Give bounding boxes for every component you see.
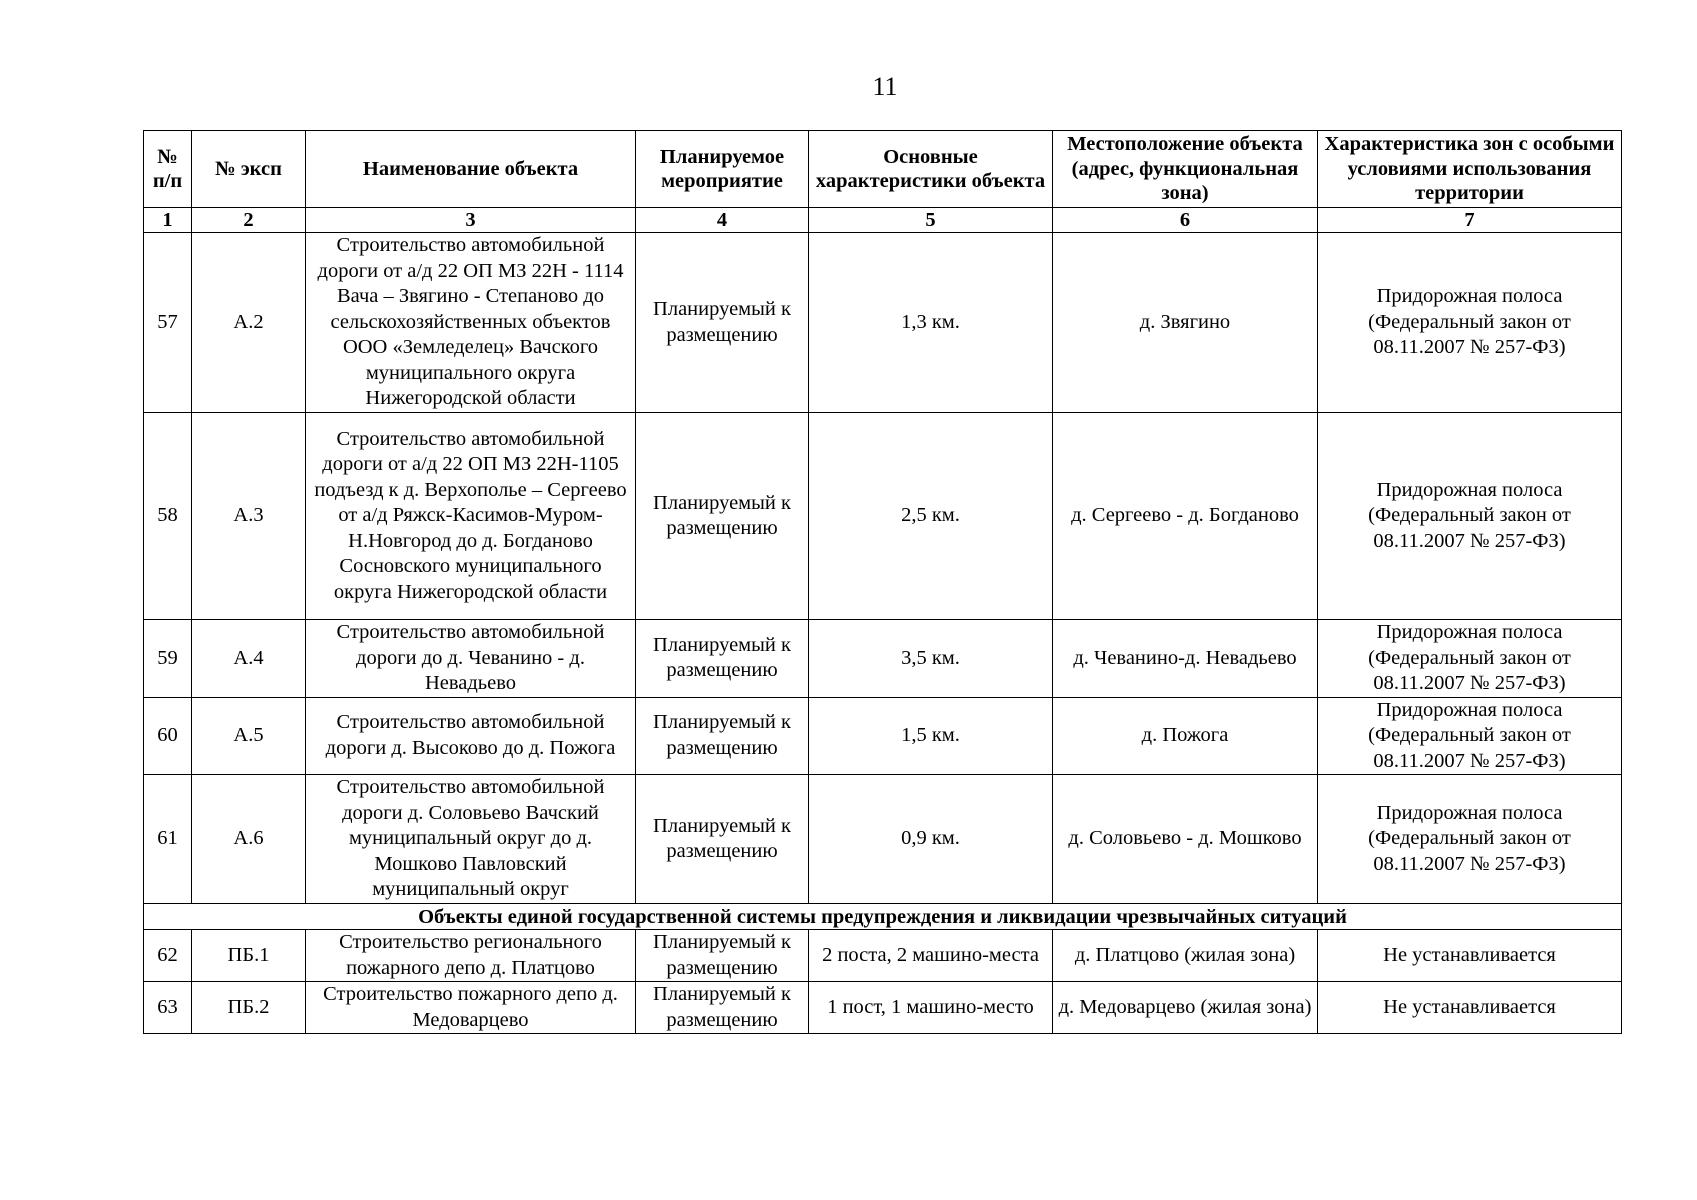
column-number: 1 — [144, 208, 192, 233]
row-number: 62 — [144, 930, 192, 982]
row-exp: А.4 — [192, 620, 306, 698]
header-cell-number: № п/п — [144, 131, 192, 208]
table-row — [144, 233, 1622, 413]
row-zones: Придорожная полоса (Федеральный закон от 08.11.2007 № 257-ФЗ) — [1318, 233, 1622, 413]
row-exp: ПБ.1 — [192, 930, 306, 982]
section-title: Объекты единой государственной системы предупреждения и ликвидации чрезвычайных ситуаций — [144, 904, 1622, 930]
row-zones: Придорожная полоса (Федеральный закон от 08.11.2007 № 257-ФЗ) — [1318, 775, 1622, 904]
row-measure: Планируемый к размещению — [636, 620, 809, 698]
row-number: 59 — [144, 620, 192, 698]
row-exp: А.6 — [192, 775, 306, 904]
row-measure: Планируемый к размещению — [636, 697, 809, 775]
row-characteristics: 2,5 км. — [809, 413, 1053, 620]
column-number: 6 — [1053, 208, 1318, 233]
header-cell-measure: Планируемое мероприятие — [636, 131, 809, 208]
table-row — [144, 413, 1622, 620]
row-measure: Планируемый к размещению — [636, 775, 809, 904]
row-name: Строительство регионального пожарного депо д. Платцово — [306, 930, 636, 982]
row-exp: А.5 — [192, 697, 306, 775]
row-location: д. Чеванино-д. Невадьево — [1053, 620, 1318, 698]
column-number: 5 — [809, 208, 1053, 233]
row-measure: Планируемый к размещению — [636, 982, 809, 1034]
row-characteristics: 1,5 км. — [809, 697, 1053, 775]
table-row — [144, 775, 1622, 904]
row-number: 57 — [144, 233, 192, 413]
column-number: 2 — [192, 208, 306, 233]
row-number: 63 — [144, 982, 192, 1034]
table-row — [144, 697, 1622, 775]
row-name: Строительство автомобильной дороги д. Высоково до д. Пожога — [306, 697, 636, 775]
row-exp: А.2 — [192, 233, 306, 413]
row-name: Строительство автомобильной дороги от а/д 22 ОП МЗ 22Н-1105 подъезд к д. Верхополье – Сергеево от а/д Ряжск-Касимов-Муром-Н.Новгород до д. Богданово Сосновского муниципального округа Нижегородской области — [306, 413, 636, 620]
row-measure: Планируемый к размещению — [636, 413, 809, 620]
table-row — [144, 620, 1622, 698]
column-number-row — [144, 208, 1622, 233]
row-zones: Не устанавливается — [1318, 982, 1622, 1034]
row-zones: Придорожная полоса (Федеральный закон от 08.11.2007 № 257-ФЗ) — [1318, 620, 1622, 698]
row-characteristics: 1,3 км. — [809, 233, 1053, 413]
row-location: д. Медоварцево (жилая зона) — [1053, 982, 1318, 1034]
row-measure: Планируемый к размещению — [636, 233, 809, 413]
row-location: д. Звягино — [1053, 233, 1318, 413]
header-cell-zones: Характеристика зон с особыми условиями использования территории — [1318, 131, 1622, 208]
row-zones: Придорожная полоса (Федеральный закон от 08.11.2007 № 257-ФЗ) — [1318, 697, 1622, 775]
table-header-row — [144, 131, 1622, 208]
row-number: 58 — [144, 413, 192, 620]
row-name: Строительство пожарного депо д. Медоварцево — [306, 982, 636, 1034]
column-number: 7 — [1318, 208, 1622, 233]
row-location: д. Пожога — [1053, 697, 1318, 775]
objects-table — [143, 130, 1622, 1034]
row-exp: ПБ.2 — [192, 982, 306, 1034]
row-exp: А.3 — [192, 413, 306, 620]
row-number: 60 — [144, 697, 192, 775]
table-row — [144, 930, 1622, 982]
column-number: 3 — [306, 208, 636, 233]
row-location: д. Соловьево - д. Мошково — [1053, 775, 1318, 904]
row-number: 61 — [144, 775, 192, 904]
row-characteristics: 2 поста, 2 машино-места — [809, 930, 1053, 982]
table-row — [144, 982, 1622, 1034]
row-zones: Не устанавливается — [1318, 930, 1622, 982]
row-measure: Планируемый к размещению — [636, 930, 809, 982]
section-header-row — [144, 904, 1622, 930]
row-zones: Придорожная полоса (Федеральный закон от 08.11.2007 № 257-ФЗ) — [1318, 413, 1622, 620]
row-location: д. Платцово (жилая зона) — [1053, 930, 1318, 982]
row-characteristics: 0,9 км. — [809, 775, 1053, 904]
row-name: Строительство автомобильной дороги от а/д 22 ОП МЗ 22Н - 1114 Вача – Звягино - Степаново до сельскохозяйственных объектов ООО «Земледелец» Вачского муниципального округа Нижегородской области — [306, 233, 636, 413]
header-cell-name: Наименование объекта — [306, 131, 636, 208]
row-characteristics: 3,5 км. — [809, 620, 1053, 698]
page-number: 11 — [872, 72, 898, 101]
header-cell-characteristics: Основные характеристики объекта — [809, 131, 1053, 208]
row-name: Строительство автомобильной дороги до д. Чеванино - д. Невадьево — [306, 620, 636, 698]
column-number: 4 — [636, 208, 809, 233]
row-location: д. Сергеево - д. Богданово — [1053, 413, 1318, 620]
row-characteristics: 1 пост, 1 машино-место — [809, 982, 1053, 1034]
header-cell-location: Местоположение объекта (адрес, функциональная зона) — [1053, 131, 1318, 208]
row-name: Строительство автомобильной дороги д. Соловьево Вачский муниципальный округ до д. Мошково Павловский муниципальный округ — [306, 775, 636, 904]
header-cell-exp: № эксп — [192, 131, 306, 208]
